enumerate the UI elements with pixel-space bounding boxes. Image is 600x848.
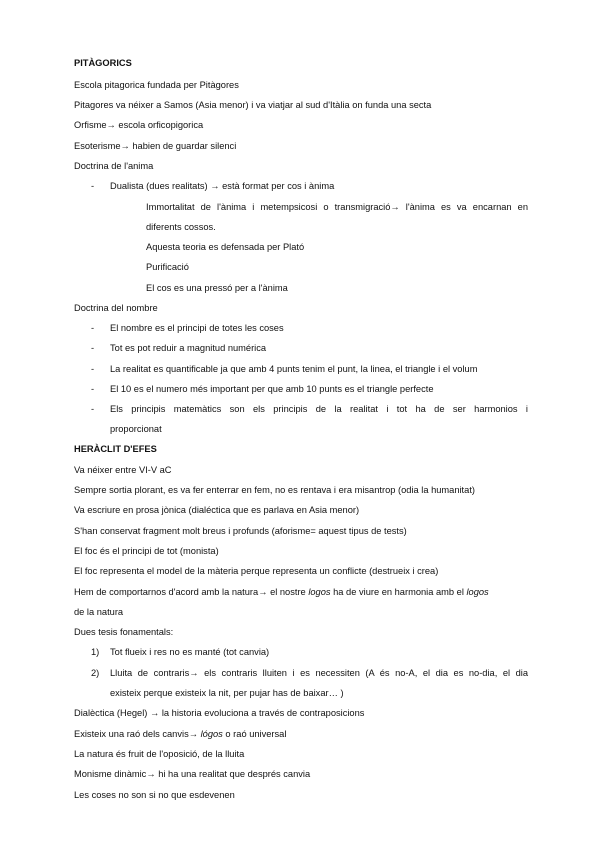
paragraph-line: Esoterisme→ habien de guardar silenci <box>74 141 237 151</box>
subitem-text: Aquesta teoria es defensada per Plató <box>146 242 305 252</box>
paragraph-line: Pitagores va néixer a Samos (Asia menor) i va viatjar al sud d'Itàlia on funda una secta <box>74 100 432 110</box>
subitem-text: Immortalitat de l'ànima i metempsicosi o transmigració→ l'ànima es va encarnan en <box>146 202 528 212</box>
numbered-item-text: existeix perque existeix la nit, per pujar has de baixar… ) <box>110 688 344 698</box>
paragraph-line: Monisme dinàmic→ hi ha una realitat que després canvia <box>74 769 311 779</box>
numbered-item-text: Lluita de contraris→ els contraris lluiten i es necessiten (A és no-A, el dia es no-dia, el dia <box>110 668 528 678</box>
paragraph-line: de la natura <box>74 607 124 617</box>
paragraph-line: Escola pitagorica fundada per Pitàgores <box>74 80 239 90</box>
italic-logos: lógos <box>200 729 223 739</box>
bullet-text: Dualista (dues realitats) → està format per cos i ànima <box>110 181 335 191</box>
bullet-dash: - <box>91 181 95 191</box>
bullet-text: El nombre es el principi de totes les coses <box>110 323 284 333</box>
paragraph-line: Les coses no son si no que esdevenen <box>74 790 235 800</box>
paragraph-line <box>74 728 286 740</box>
bullet-dash: - <box>91 384 95 394</box>
italic-logos: logos <box>466 587 489 597</box>
bullet-dash: - <box>91 343 95 353</box>
text-run: ha de viure en harmonia amb el <box>330 587 467 597</box>
list-number: 1) <box>91 647 100 657</box>
heading-pitagorics: PITÀGORICS <box>74 58 132 68</box>
text-run: o raó universal <box>222 729 287 739</box>
bullet-text: Els principis matemàtics son els principis de la realitat i tot ha de ser harmonios i <box>110 404 528 414</box>
paragraph-line: El foc representa el model de la màteria perque representa un conflicte (destrueix i crea) <box>74 566 439 576</box>
italic-logos: logos <box>308 587 331 597</box>
list-number: 2) <box>91 668 100 678</box>
bullet-dash: - <box>91 404 95 414</box>
paragraph-line: Sempre sortia plorant, es va fer enterrar en fem, no es rentava i era misantrop (odia la humanitat) <box>74 485 475 495</box>
paragraph-line: Doctrina del nombre <box>74 303 158 313</box>
numbered-item-text: Tot flueix i res no es manté (tot canvia) <box>110 647 270 657</box>
bullet-dash: - <box>91 323 95 333</box>
bullet-text: El 10 es el numero més important per que amb 10 punts es el triangle perfecte <box>110 384 434 394</box>
paragraph-line <box>74 586 489 598</box>
paragraph-line: Va néixer entre VI-V aC <box>74 465 172 475</box>
paragraph-line: Doctrina de l'anima <box>74 161 154 171</box>
subitem-text: Purificació <box>146 262 189 272</box>
subitem-text: diferents cossos. <box>146 222 216 232</box>
text-run: Hem de comportarnos d'acord amb la natura→ el nostre <box>74 587 309 597</box>
paragraph-line: Dues tesis fonamentals: <box>74 627 174 637</box>
paragraph-line: El foc és el principi de tot (monista) <box>74 546 219 556</box>
bullet-text: La realitat es quantificable ja que amb 4 punts tenim el punt, la linea, el triangle i el volum <box>110 364 478 374</box>
paragraph-line: Dialèctica (Hegel) → la historia evoluciona a través de contraposicions <box>74 708 365 718</box>
subitem-text: El cos es una pressó per a l'ànima <box>146 283 288 293</box>
paragraph-line: Orfisme→ escola orficopigorica <box>74 120 204 130</box>
bullet-text: proporcionat <box>110 424 162 434</box>
bullet-dash: - <box>91 364 95 374</box>
paragraph-line: S'han conservat fragment molt breus i profunds (aforisme= aquest tipus de tests) <box>74 526 407 536</box>
paragraph-line: Va escriure en prosa jònica (dialéctica que es parlava en Asia menor) <box>74 505 360 515</box>
text-run: Existeix una raó dels canvis→ <box>74 729 201 739</box>
paragraph-line: La natura és fruit de l'oposició, de la lluita <box>74 749 245 759</box>
heading-heraclit: HERÀCLIT D'EFES <box>74 444 157 454</box>
bullet-text: Tot es pot reduir a magnitud numérica <box>110 343 267 353</box>
